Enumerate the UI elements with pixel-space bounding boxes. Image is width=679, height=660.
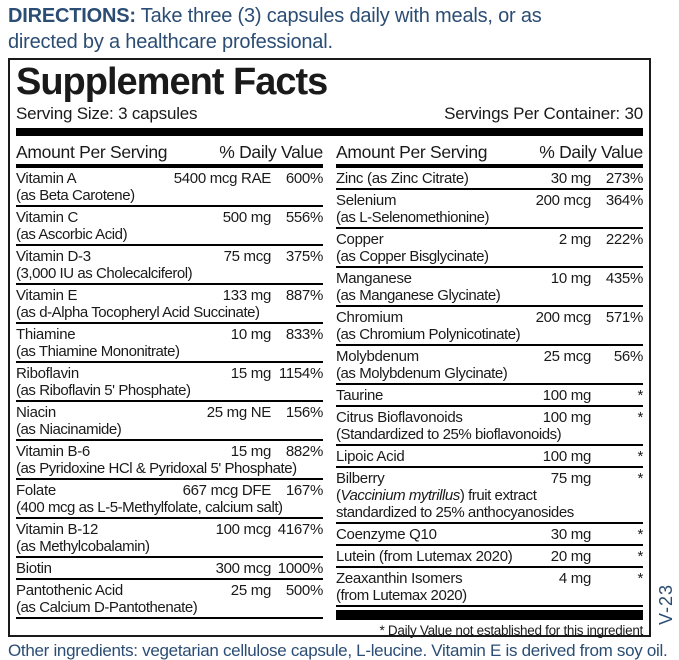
ingredient-main-line (16, 480, 323, 499)
ingredient-name: Biotin (16, 560, 52, 577)
ingredient-row (16, 558, 323, 580)
facts-columns (16, 141, 643, 640)
ingredient-row (336, 307, 643, 346)
ingredient-row (16, 246, 323, 285)
ingredient-name: Riboflavin (16, 365, 79, 382)
ingredient-main-line (336, 268, 643, 287)
ingredient-amount: 15 mg (230, 365, 271, 382)
ingredient-main-line (16, 402, 323, 421)
ingredient-detail: (400 mcg as L-5-Methylfolate, calcium salt) (16, 499, 283, 516)
ingredient-main-line (16, 207, 323, 226)
ingredient-main-line (336, 524, 643, 543)
ingredient-daily-value: 887% (285, 287, 323, 304)
ingredient-main-line (336, 407, 643, 426)
ingredient-amount: 4 mg (558, 570, 591, 587)
ingredient-row (336, 524, 643, 546)
ingredient-daily-value: * (637, 470, 643, 487)
ingredient-main-line (16, 441, 323, 460)
ingredient-detail: (from Lutemax 2020) (336, 587, 467, 604)
facts-column-left (16, 141, 323, 640)
ingredient-amount: 667 mcg DFE (182, 482, 271, 499)
other-ingredients-text: Other ingredients: vegetarian cellulose capsule, L-leucine. Vitamin E is derived from soy oil. (8, 641, 668, 660)
ingredient-row (16, 441, 323, 480)
directions-line1: Take three (3) capsules daily with meals, or as (135, 5, 542, 27)
directions-text (8, 3, 668, 55)
ingredient-row (336, 407, 643, 446)
ingredient-amount: 200 mcg (535, 309, 591, 326)
ingredient-amount: 100 mg (542, 448, 591, 465)
ingredient-row (16, 324, 323, 363)
ingredient-name: Selenium (336, 192, 397, 209)
ingredient-name: Molybdenum (336, 348, 419, 365)
ingredient-detail: (3,000 IU as Cholecalciferol) (16, 265, 193, 282)
row-divider (16, 617, 323, 619)
daily-value-footnote: * Daily Value not established for this ingredient (379, 623, 643, 638)
ingredient-daily-value: 600% (285, 170, 323, 187)
ingredient-main-line (336, 385, 643, 404)
ingredient-amount: 30 mg (550, 170, 591, 187)
ingredient-detail: (as d-Alpha Tocopheryl Acid Succinate) (16, 304, 260, 321)
ingredient-name: Taurine (336, 387, 384, 404)
ingredient-name: Zeaxanthin Isomers (336, 570, 463, 587)
ingredient-daily-value: * (637, 570, 643, 587)
ingredient-detail: (as Thiamine Mononitrate) (16, 343, 180, 360)
ingredient-detail: (as Niacinamide) (16, 421, 122, 438)
ingredient-daily-value: 1154% (278, 365, 323, 382)
ingredient-row (16, 519, 323, 558)
ingredient-daily-value: * (637, 526, 643, 543)
ingredient-amount: 10 mg (230, 326, 271, 343)
ingredient-daily-value: * (637, 548, 643, 565)
ingredient-name: Lipoic Acid (336, 448, 405, 465)
ingredient-detail: (as Methylcobalamin) (16, 538, 150, 555)
ingredient-amount: 100 mg (542, 409, 591, 426)
amount-per-serving-header: Amount Per Serving (336, 142, 488, 162)
ingredient-amount: 10 mg (550, 270, 591, 287)
ingredient-detail: (as Molybdenum Glycinate) (336, 365, 508, 382)
ingredient-detail: (as Ascorbic Acid) (16, 226, 128, 243)
ingredient-detail: (as Manganese Glycinate) (336, 287, 501, 304)
ingredient-name: Lutein (from Lutemax 2020) (336, 548, 513, 565)
ingredient-name: Vitamin B-12 (16, 521, 98, 538)
ingredient-row (336, 190, 643, 229)
ingredient-name: Folate (16, 482, 56, 499)
ingredient-daily-value: 1000% (277, 560, 323, 577)
ingredient-main-line (336, 307, 643, 326)
ingredient-amount: 5400 mcg RAE (173, 170, 271, 187)
ingredient-row (16, 580, 323, 619)
ingredient-amount: 300 mcg (215, 560, 271, 577)
ingredient-name: Copper (336, 231, 384, 248)
ingredient-name: Bilberry (336, 470, 385, 487)
ingredient-main-line (16, 285, 323, 304)
servings-per-container: Servings Per Container: 30 (444, 104, 643, 123)
ingredient-main-line (16, 246, 323, 265)
ingredient-detail: (as Beta Carotene) (16, 187, 135, 204)
ingredient-name: Vitamin A (16, 170, 77, 187)
ingredient-name: Vitamin C (16, 209, 79, 226)
ingredient-row (336, 268, 643, 307)
ingredient-name: Thiamine (16, 326, 76, 343)
ingredient-daily-value: * (637, 409, 643, 426)
ingredient-row (336, 468, 643, 524)
ingredient-name: Pantothenic Acid (16, 582, 123, 599)
label-version-code: V-23 (656, 583, 676, 625)
column-header-left (16, 141, 323, 163)
ingredient-name: Manganese (336, 270, 412, 287)
daily-value-header: % Daily Value (539, 142, 643, 162)
daily-value-header: % Daily Value (219, 142, 323, 162)
ingredient-row (16, 285, 323, 324)
ingredient-name: Vitamin E (16, 287, 78, 304)
ingredient-main-line (336, 546, 643, 565)
ingredient-daily-value: 500% (285, 582, 323, 599)
ingredient-daily-value: 882% (285, 443, 323, 460)
ingredient-amount: 15 mg (230, 443, 271, 460)
serving-size: Serving Size: 3 capsules (16, 104, 198, 123)
ingredient-detail: (Vaccinium mytrillus) fruit extract (336, 487, 537, 504)
ingredient-rows-left (16, 168, 323, 619)
ingredient-main-line (16, 363, 323, 382)
ingredient-amount: 25 mcg (543, 348, 591, 365)
supplement-facts-panel (8, 58, 651, 637)
ingredient-detail: (as Calcium D-Pantothenate) (16, 599, 198, 616)
ingredient-amount: 75 mg (550, 470, 591, 487)
ingredient-name: Citrus Bioflavonoids (336, 409, 463, 426)
amount-per-serving-header: Amount Per Serving (16, 142, 168, 162)
ingredient-main-line (336, 346, 643, 365)
ingredient-main-line (336, 446, 643, 465)
ingredient-row (336, 229, 643, 268)
ingredient-detail: (as Copper Bisglycinate) (336, 248, 489, 265)
serving-info-row (16, 104, 643, 124)
ingredient-daily-value: 375% (285, 248, 323, 265)
ingredient-name: Zinc (as Zinc Citrate) (336, 170, 469, 187)
ingredient-amount: 500 mg (222, 209, 271, 226)
ingredient-amount: 20 mg (550, 548, 591, 565)
ingredient-daily-value: 4167% (277, 521, 323, 538)
ingredient-row (336, 168, 643, 190)
ingredient-amount: 100 mcg (215, 521, 271, 538)
ingredient-main-line (16, 558, 323, 577)
ingredient-main-line (16, 519, 323, 538)
ingredient-daily-value: 833% (285, 326, 323, 343)
column-header-right (336, 141, 643, 163)
ingredient-amount: 30 mg (550, 526, 591, 543)
panel-title: Supplement Facts (16, 61, 328, 103)
ingredient-amount: 25 mg (230, 582, 271, 599)
ingredient-daily-value: 167% (285, 482, 323, 499)
ingredient-main-line (336, 468, 643, 487)
ingredient-name: Vitamin B-6 (16, 443, 90, 460)
ingredient-daily-value: 156% (285, 404, 323, 421)
ingredient-main-line (336, 190, 643, 209)
ingredient-name: Coenzyme Q10 (336, 526, 437, 543)
ingredient-row (336, 446, 643, 468)
directions-line2: directed by a healthcare professional. (8, 31, 333, 53)
ingredient-main-line (336, 168, 643, 187)
ingredient-daily-value: 56% (613, 348, 643, 365)
header-divider-bar (16, 128, 643, 136)
directions-label: DIRECTIONS: (8, 5, 136, 27)
row-divider (336, 605, 643, 607)
ingredient-detail: standardized to 25% anthocyanosides (336, 504, 574, 521)
ingredient-detail: (as Riboflavin 5' Phosphate) (16, 382, 191, 399)
ingredient-amount: 200 mcg (535, 192, 591, 209)
ingredient-row (16, 207, 323, 246)
ingredient-row (336, 346, 643, 385)
ingredient-daily-value: 571% (605, 309, 643, 326)
ingredient-detail: (as L-Selenomethionine) (336, 209, 490, 226)
ingredient-amount: 133 mg (222, 287, 271, 304)
ingredient-row (336, 568, 643, 607)
ingredient-daily-value: 435% (605, 270, 643, 287)
ingredient-amount: 100 mg (542, 387, 591, 404)
ingredient-daily-value: 556% (285, 209, 323, 226)
ingredient-main-line (336, 229, 643, 248)
ingredient-row (16, 363, 323, 402)
ingredient-row (16, 168, 323, 207)
footnote-divider-bar (336, 610, 643, 620)
ingredient-amount: 2 mg (558, 231, 591, 248)
ingredient-daily-value: 222% (605, 231, 643, 248)
ingredient-daily-value: * (637, 448, 643, 465)
ingredient-main-line (336, 568, 643, 587)
ingredient-detail: (as Pyridoxine HCl & Pyridoxal 5' Phosphate) (16, 460, 297, 477)
ingredient-rows-right (336, 168, 643, 607)
facts-column-right (336, 141, 643, 640)
ingredient-daily-value: 364% (605, 192, 643, 209)
ingredient-daily-value: * (637, 387, 643, 404)
ingredient-daily-value: 273% (605, 170, 643, 187)
ingredient-name: Niacin (16, 404, 56, 421)
ingredient-main-line (16, 324, 323, 343)
ingredient-amount: 75 mcg (223, 248, 271, 265)
ingredient-row (336, 546, 643, 568)
ingredient-row (16, 480, 323, 519)
ingredient-row (16, 402, 323, 441)
ingredient-name: Chromium (336, 309, 403, 326)
ingredient-main-line (16, 168, 323, 187)
ingredient-main-line (16, 580, 323, 599)
ingredient-amount: 25 mg NE (206, 404, 271, 421)
ingredient-detail: (as Chromium Polynicotinate) (336, 326, 521, 343)
ingredient-row (336, 385, 643, 407)
ingredient-detail: (Standardized to 25% bioflavonoids) (336, 426, 562, 443)
ingredient-name: Vitamin D-3 (16, 248, 91, 265)
